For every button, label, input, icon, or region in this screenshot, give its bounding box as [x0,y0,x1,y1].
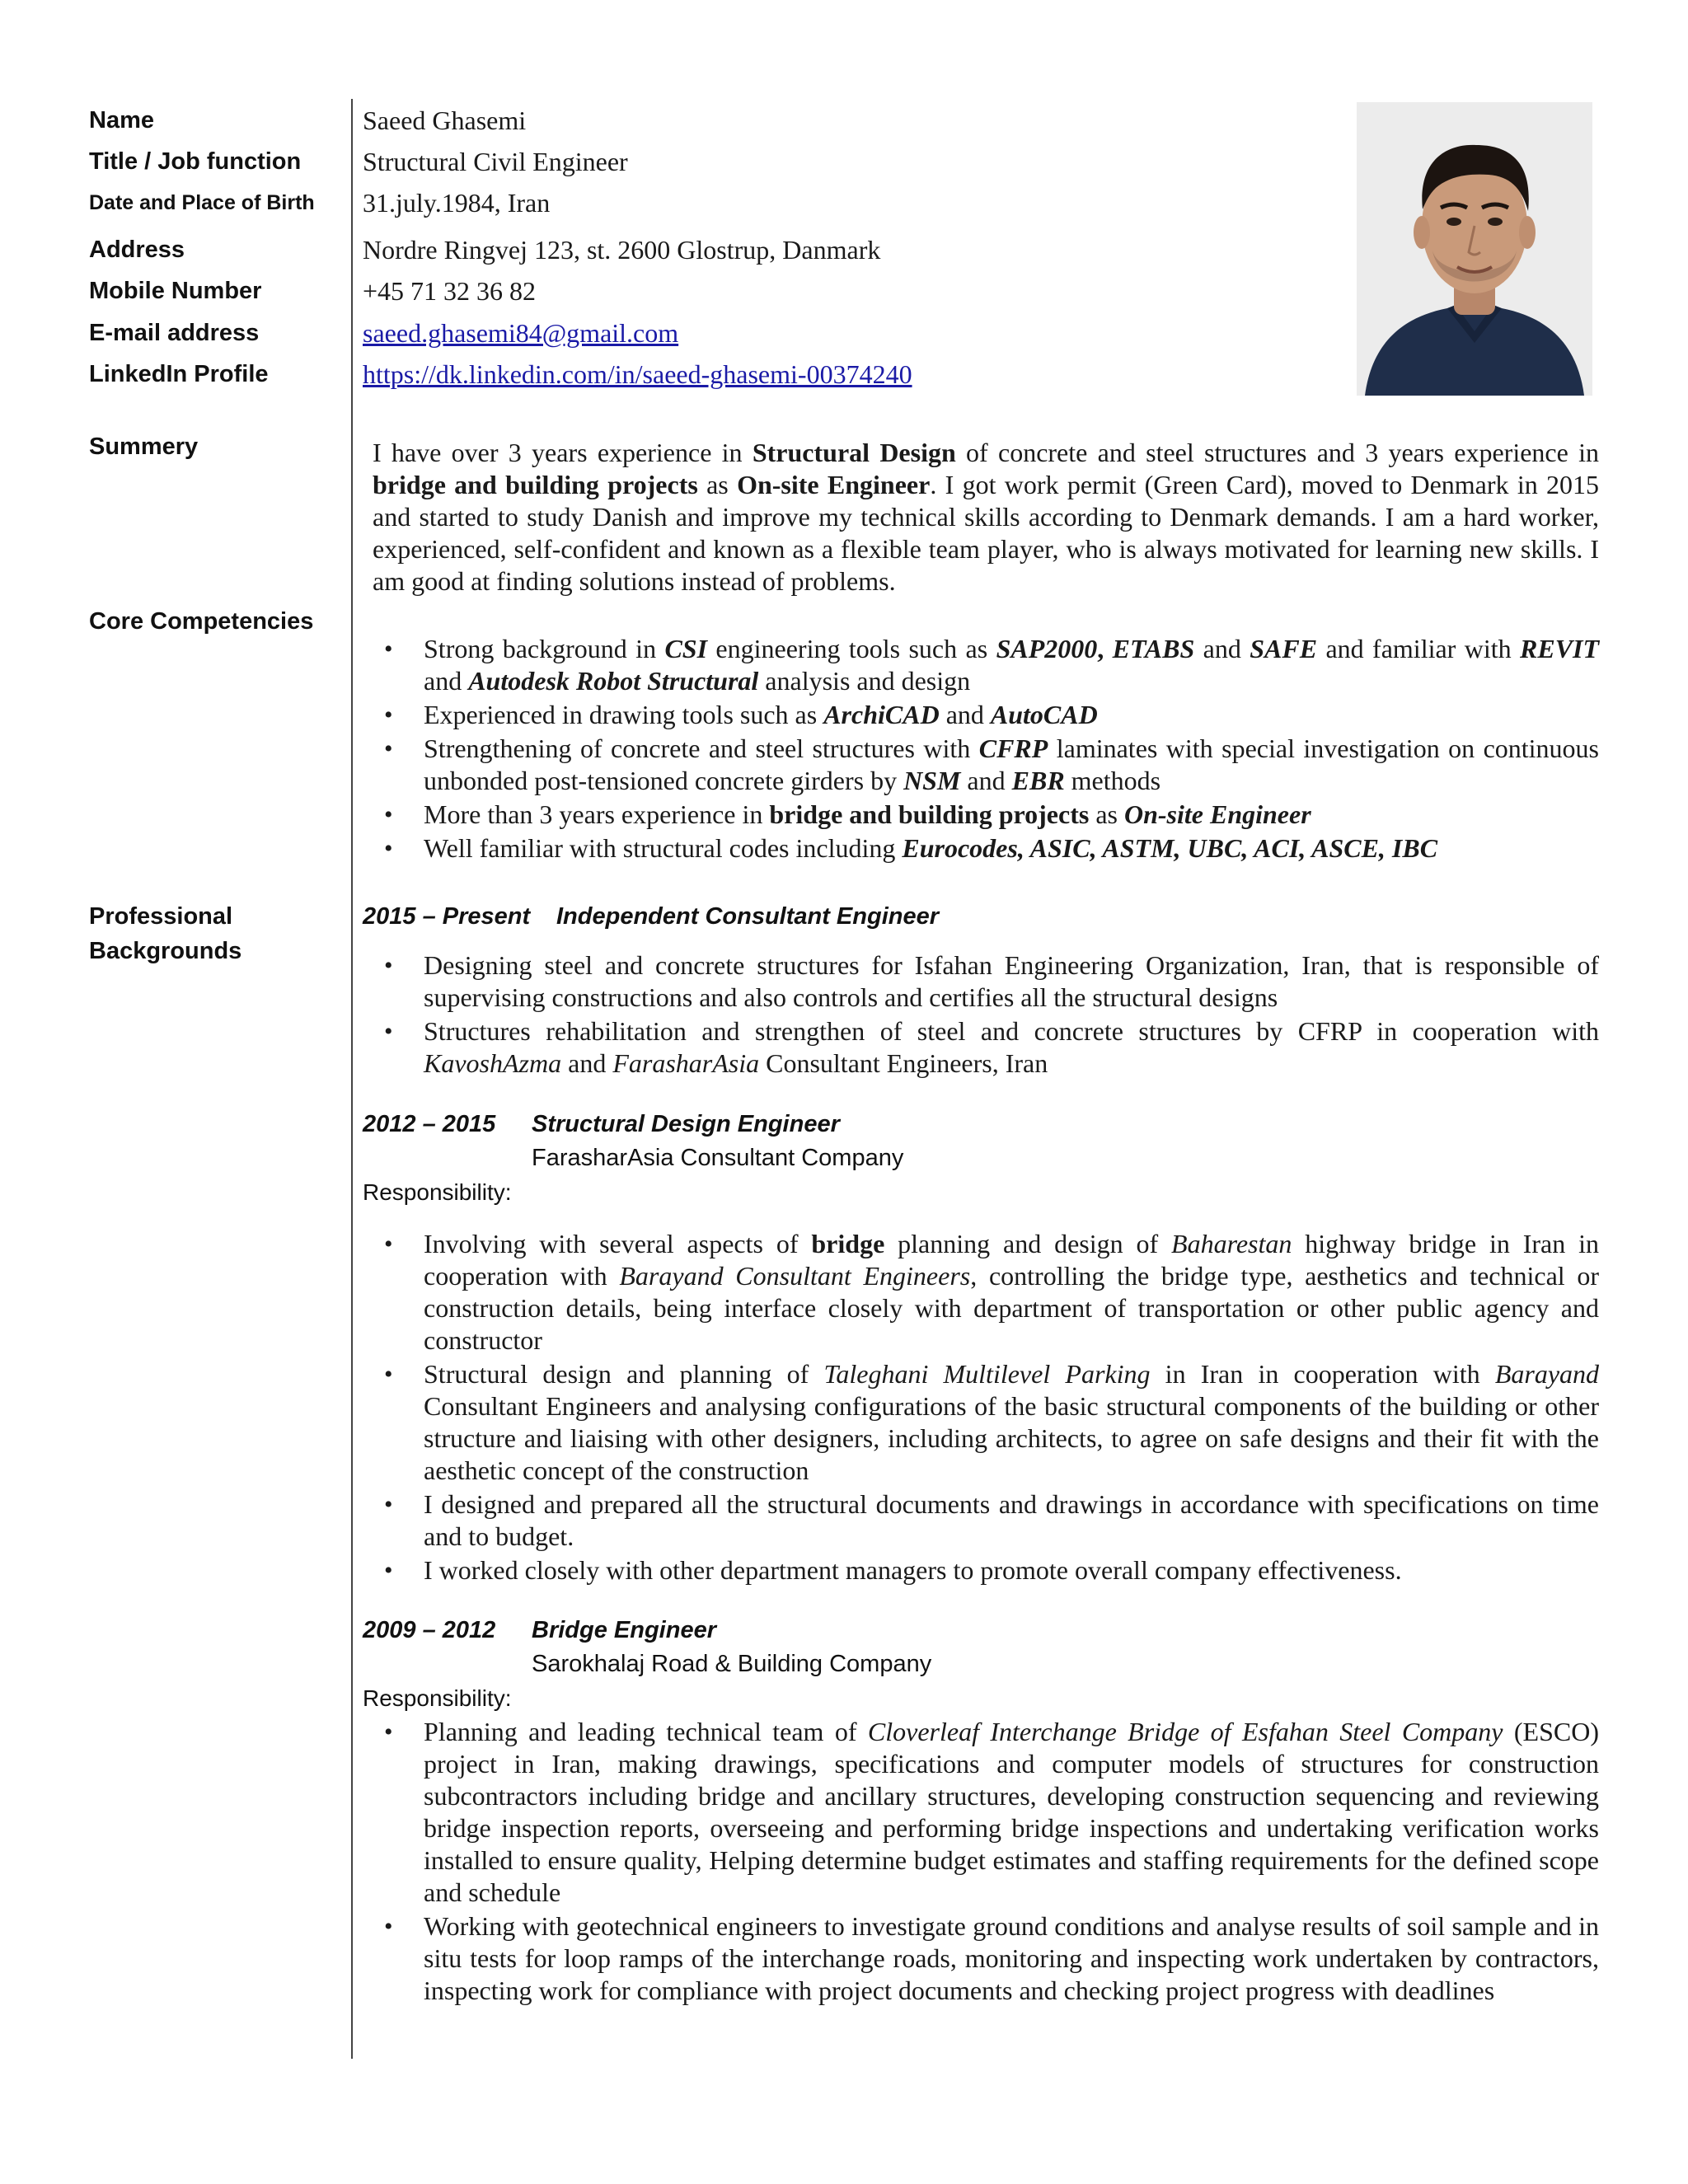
label-address: Address [89,237,185,263]
email-link[interactable]: saeed.ghasemi84@gmail.com [363,318,679,348]
portrait-photo-icon [1357,102,1592,396]
list-item: • Working with geotechnical engineers to investigate ground conditions and analyse results of soil sample and in situ tests for loop ramps of the interchange roads, monitoring and inspecting work undertaken by contractors, inspecting work for compliance with project documents and checking project progress with deadlines [373,1910,1599,2007]
profile-photo [1357,102,1592,396]
list-item: • Strong background in CSI engineering tools such as SAP2000, ETABS and SAFE and familiar with REVIT and Autodesk Robot Structural analysis and design [373,633,1599,697]
list-item: • Well familiar with structural codes including Eurocodes, ASIC, ASTM, UBC, ACI, ASCE, IBC [373,832,1599,865]
responsibility-label: Responsibility: [363,1179,512,1205]
job-period: 2009 – 2012 [363,1617,496,1643]
value-address: Nordre Ringvej 123, st. 2600 Glostrup, Danmark [363,235,881,265]
linkedin-link[interactable]: https://dk.linkedin.com/in/saeed-ghasemi-00374240 [363,359,912,389]
list-item: • I worked closely with other department managers to promote overall company effectiveness. [373,1554,1599,1586]
label-professional: Professional [89,903,233,930]
label-linkedin: LinkedIn Profile [89,361,269,387]
list-item: • Structural design and planning of Taleghani Multilevel Parking in Iran in cooperation with Barayand Consultant Engineers and analysing configurations of the basic structural components of the building or other structure and liaising with other designers, including architects, to agree on safe designs and their fit with the aesthetic concept of the construction [373,1358,1599,1487]
label-backgrounds: Backgrounds [89,938,242,964]
job-header [363,1614,716,1647]
company-name: FarasharAsia Consultant Company [532,1145,904,1171]
label-email: E-mail address [89,320,260,346]
label-core: Core Competencies [89,608,314,635]
job-header [363,1108,840,1141]
list-item: • Involving with several aspects of bridge planning and design of Baharestan highway bridge in Iran in cooperation with Barayand Consultant Engineers, controlling the bridge type, aesthetics and technical or construction details, being interface closely with department of transportation or other public agency and constructor [373,1228,1599,1357]
value-birth: 31.july.1984, Iran [363,188,551,218]
label-summary: Summery [89,434,199,460]
label-birth: Date and Place of Birth [89,191,315,214]
job-period: 2015 – Present [363,903,531,930]
job-title: Independent Consultant Engineer [556,903,940,930]
job-responsibilities [373,1716,1599,2008]
job-responsibilities [373,1228,1599,1588]
job-header [363,900,940,933]
list-item: • Structures rehabilitation and strengthen of steel and concrete structures by CFRP in cooperation with KavoshAzma and FarasharAsia Consultant Engineers, Iran [373,1015,1599,1080]
label-title: Title / Job function [89,148,302,175]
list-item: • Experienced in drawing tools such as ArchiCAD and AutoCAD [373,699,1599,731]
list-item: • Planning and leading technical team of Cloverleaf Interchange Bridge of Esfahan Steel Company (ESCO) project in Iran, making drawings, specifications and computer models of structures for construction subcontractors including bridge and ancillary structures, developing construction sequencing and reviewing bridge inspection reports, overseeing and performing bridge inspections and undertaking verification works installed to ensure quality, Helping determine budget estimates and staffing requirements for the defined scope and schedule [373,1716,1599,1909]
list-item: • More than 3 years experience in bridge and building projects as On-site Engineer [373,799,1599,831]
company-name: Sarokhalaj Road & Building Company [532,1651,932,1677]
column-divider [351,99,353,2059]
responsibility-label: Responsibility: [363,1685,512,1711]
job-title: Structural Design Engineer [532,1111,840,1137]
list-item: • I designed and prepared all the structural documents and drawings in accordance with specifications on time and to budget. [373,1488,1599,1553]
job-responsibilities [373,949,1599,1081]
value-mobile: +45 71 32 36 82 [363,276,537,306]
value-name: Saeed Ghasemi [363,105,527,135]
summary-text: I have over 3 years experience in Structural Design of concrete and steel structures and 3 years experience in bridge and building projects as On-site Engineer. I got work permit (Green Card), moved to Denmark in 2015 and started to study Danish and improve my technical skills according to Denmark demands. I am a hard worker, experienced, self-confident and known as a flexible team player, who is always motivated for learning new skills. I am good at finding solutions instead of problems. [373,438,1600,596]
job-title: Bridge Engineer [532,1617,716,1643]
value-title: Structural Civil Engineer [363,147,628,176]
label-mobile: Mobile Number [89,278,262,304]
label-name: Name [89,107,154,134]
core-competencies-list [373,633,1599,866]
job-period: 2012 – 2015 [363,1111,496,1137]
list-item: • Designing steel and concrete structures for Isfahan Engineering Organization, Iran, that is responsible of supervising constructions and also controls and certifies all the structural designs [373,949,1599,1014]
list-item: • Strengthening of concrete and steel structures with CFRP laminates with special investigation on continuous unbonded post-tensioned concrete girders by NSM and EBR methods [373,733,1599,797]
